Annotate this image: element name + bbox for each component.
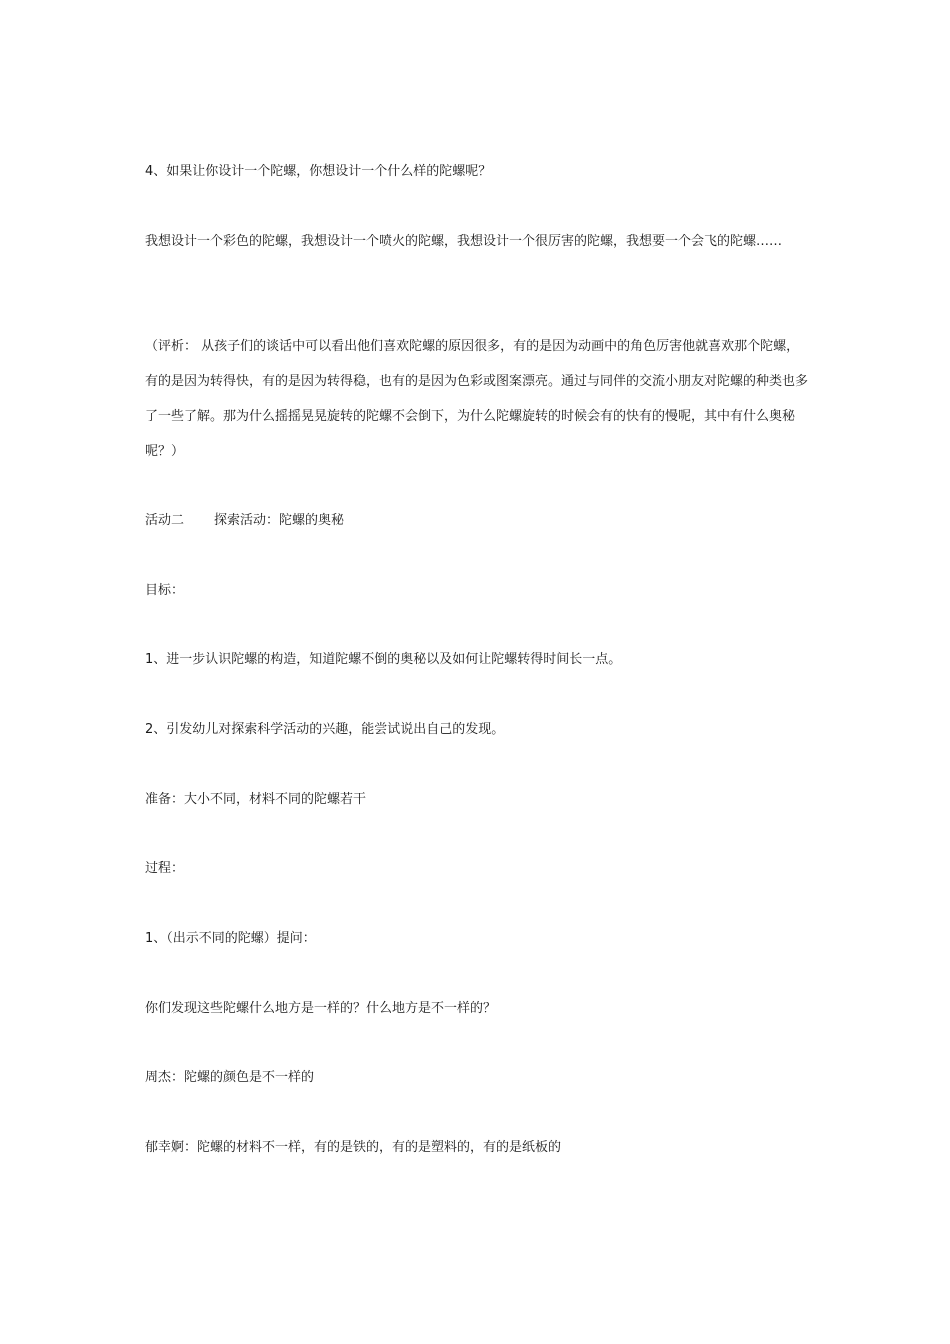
activity-label: 活动二 — [145, 513, 185, 528]
process-heading: 过程： — [145, 861, 185, 876]
activity-heading — [145, 503, 810, 538]
process-step-1: 1、（出示不同的陀螺）提问： — [145, 931, 316, 946]
teacher-question: 你们发现这些陀螺什么地方是一样的？什么地方是不一样的？ — [145, 1001, 497, 1016]
goal-item-1: 1、进一步认识陀螺的构造，知道陀螺不倒的奥秘以及如何让陀螺转得时间长一点。 — [145, 652, 622, 667]
child-answer-zhoujie: 周杰：陀螺的颜色是不一样的 — [145, 1070, 315, 1085]
activity-title: 探索活动：陀螺的奥秘 — [214, 513, 345, 528]
preparation-text: 准备：大小不同，材料不同的陀螺若干 — [145, 792, 367, 807]
goals-heading: 目标： — [145, 583, 185, 598]
child-answer-yuxingwan: 郁幸婀：陀螺的材料不一样，有的是铁的，有的是塑料的，有的是纸板的 — [145, 1140, 562, 1155]
question-4-answer: 我想设计一个彩色的陀螺，我想设计一个喷火的陀螺，我想设计一个很厉害的陀螺，我想要一个会飞的陀螺…… — [145, 234, 783, 249]
question-4: 4、如果让你设计一个陀螺，你想设计一个什么样的陀螺呢？ — [145, 164, 492, 179]
evaluation-comment: （评析： 从孩子们的谈话中可以看出他们喜欢陀螺的原因很多，有的是因为动画中的角色厉害他就喜欢那个陀螺，有的是因为转得快，有的是因为转得稳，也有的是因为色彩或图案漂亮。通过与同伴的交流小朋友对陀螺的种类也多了一些了解。那为什么摇摇晃晃旋转的陀螺不会倒下，为什么陀螺旋转的时候会有的快有的慢呢，其中有什么奥秘呢？） — [145, 339, 809, 459]
goal-item-2: 2、引发幼儿对探索科学活动的兴趣，能尝试说出自己的发现。 — [145, 722, 505, 737]
